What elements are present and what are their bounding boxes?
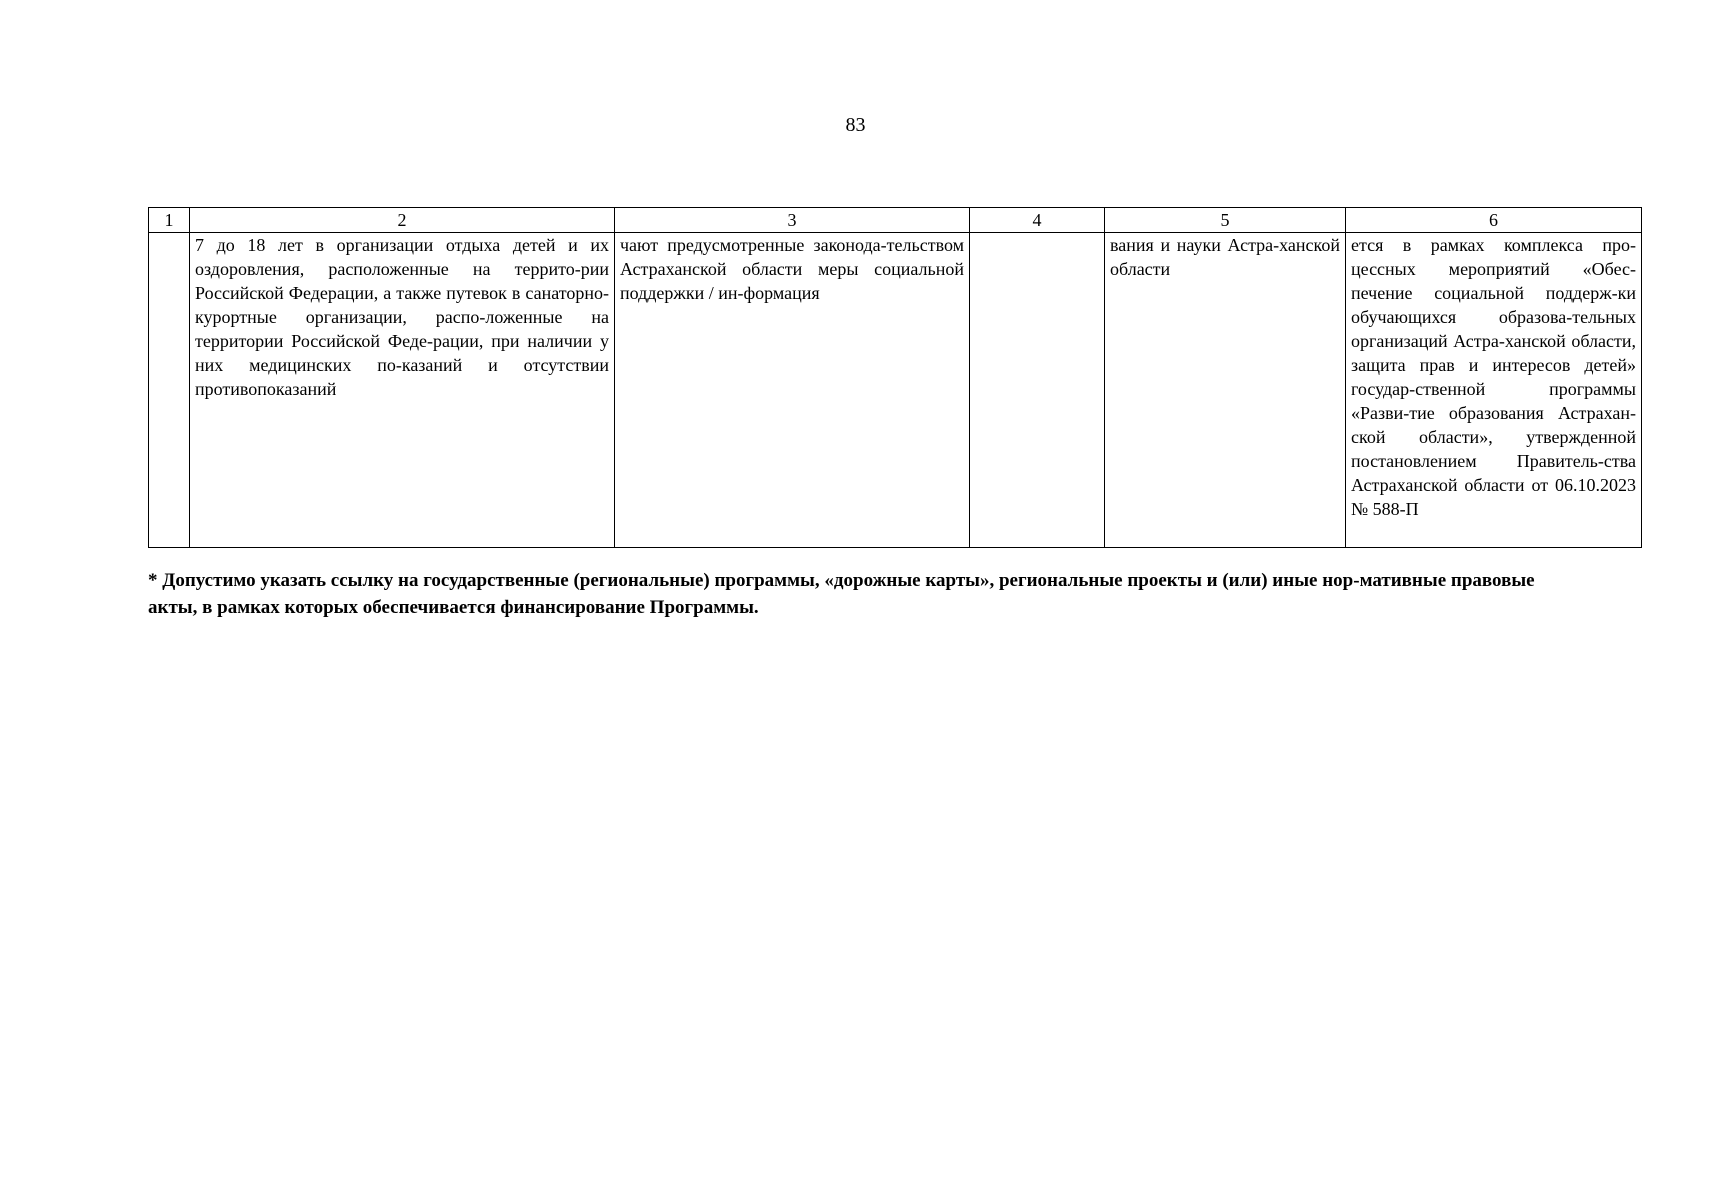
cell-col-5: вания и науки Астра-ханской области [1105,233,1346,548]
header-col-4: 4 [970,208,1105,233]
cell-col-3: чают предусмотренные законода-тельством Астраханской области меры социальной поддержки / ин-формация [615,233,970,548]
header-col-6: 6 [1346,208,1642,233]
cell-col-1 [149,233,190,548]
cell-col-4 [970,233,1105,548]
cell-col-2: 7 до 18 лет в организации отдыха детей и их оздоровления, расположенные на террито-рии Российской Федерации, а также путевок в санаторно-курортные организации, распо-ложенные на территории Российской Феде-рации, при наличии у них медицинских по-казаний и отсутствии противопоказаний [190,233,615,548]
page-number: 83 [845,114,866,136]
program-table [148,207,1642,548]
header-col-5: 5 [1105,208,1346,233]
footnote: * Допустимо указать ссылку на государственные (региональные) программы, «дорожные карты», региональные проекты и (или) иные нор-мативные правовые акты, в рамках которых обеспечивается финансирование Программы. [148,570,1535,618]
cell-col-6: ется в рамках комплекса про-цессных мероприятий «Обес-печение социальной поддерж-ки обучающихся образова-тельных организаций Астра-ханской области, защита прав и интересов детей» государ-ственной программы «Разви-тие образования Астрахан-ской области», утвержденной постановлением Правитель-ства Астраханской области от 06.10.2023 № 588-П [1346,233,1642,548]
table-row [149,233,1642,548]
table-header-row [149,208,1642,233]
header-col-1: 1 [149,208,190,233]
header-col-2: 2 [190,208,615,233]
header-col-3: 3 [615,208,970,233]
